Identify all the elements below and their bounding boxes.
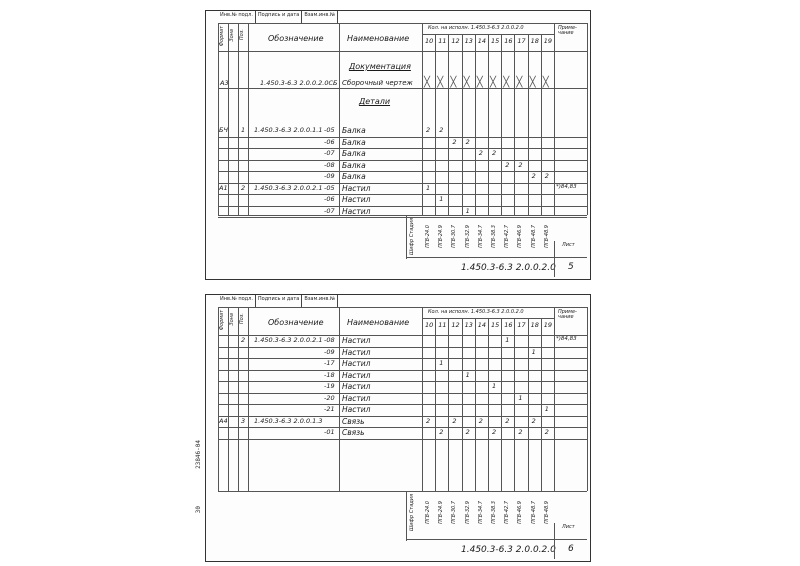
row-name: Связь (342, 428, 365, 437)
qty-col-number: 19 (543, 37, 553, 45)
row-suffix: -17 (324, 359, 335, 367)
header-name: Наименование (347, 34, 410, 43)
header-line (218, 51, 587, 52)
qty-cell: 2 (465, 137, 470, 146)
row-suffix: -06 (324, 137, 335, 146)
frame-label: Подпись и дата (256, 11, 302, 23)
row-suffix: -09 (324, 172, 335, 180)
qty-col-number: 12 (451, 321, 460, 329)
row-line (218, 206, 587, 207)
row-suffix: -07 (324, 149, 335, 157)
column-line (339, 307, 340, 491)
row-name: Балка (342, 137, 366, 147)
header-qty: Кол. на исполн. 1.450.3-6.3 2.0.0.2.0 (428, 25, 524, 31)
column-line (238, 23, 239, 215)
sheet-number: 6 (568, 544, 574, 554)
row-name: Настил (342, 183, 371, 193)
cipher-label: Шифр (409, 515, 415, 532)
header-designation: Обозначение (268, 318, 324, 327)
frame-line (218, 23, 587, 24)
row-line (218, 370, 587, 371)
qty-col-number: 15 (491, 37, 500, 45)
table-bottom-line (218, 491, 587, 492)
qty-cell: 2 (518, 428, 523, 436)
row-suffix: -05 (324, 183, 335, 192)
row-name: Настил (342, 336, 371, 345)
table-bottom-line (218, 215, 587, 216)
sheet-number: 5 (568, 262, 574, 272)
qty-column-line (528, 34, 529, 215)
doc-row-designation: 1.450.3-6.3 2.0.0.2.0СБ (260, 79, 338, 87)
qty-cell: 2 (439, 428, 444, 436)
cipher-value: ПГВ-34.7 (477, 501, 484, 524)
row-line (218, 217, 587, 218)
frame-line (218, 307, 587, 308)
sheet-label: Лист (562, 524, 575, 530)
column-line (248, 307, 249, 491)
header-zone: Зона (229, 29, 235, 42)
qty-cell: 1 (531, 347, 536, 356)
stamp-line (406, 491, 407, 541)
column-line (218, 307, 219, 491)
header-pos: Поз. (239, 29, 245, 41)
qty-col-number: 16 (504, 321, 513, 329)
row-name: Балка (342, 149, 366, 158)
row-designation: 1.450.3-6.3 2.0.0.1.1 (254, 126, 323, 134)
doc-row-name: Сборочный чертеж (342, 79, 413, 87)
qty-col-number: 13 (464, 37, 473, 45)
qty-col-number: 14 (477, 37, 487, 45)
qty-cell: 2 (531, 416, 536, 425)
qty-col-number: 11 (438, 321, 447, 329)
row-note: *)84,83 (556, 183, 577, 190)
crossed-cell-mark: ╳ (516, 77, 523, 88)
qty-col-number: 18 (530, 321, 539, 329)
qty-cell: 1 (505, 336, 510, 344)
qty-cell: 2 (478, 416, 483, 425)
qty-col-number: 18 (530, 37, 539, 45)
row-name: Балка (342, 126, 366, 135)
qty-cell: 2 (492, 428, 497, 436)
qty-col-number: 14 (477, 321, 487, 329)
archive-number: 23846-04 (195, 440, 202, 469)
cipher-value: ПГВ-38.3 (491, 225, 497, 248)
cipher-value: ПГВ-30.7 (451, 501, 458, 524)
header-format: Формат (219, 310, 225, 331)
cipher-value: ПГВ-46.9 (517, 225, 524, 248)
column-line (587, 23, 588, 215)
cipher-value: ПГВ-42.7 (504, 501, 511, 524)
qty-col-number: 12 (451, 37, 460, 45)
cipher-value: ПГВ-24.9 (438, 501, 445, 524)
row-suffix: -08 (324, 160, 335, 169)
cipher-value: ПГВ-48.9 (543, 225, 550, 248)
crossed-cell-mark: ╳ (450, 77, 457, 88)
row-name: Настил (342, 347, 371, 357)
column-line (248, 23, 249, 215)
row-name: Балка (342, 172, 366, 181)
row-designation: 1.450.3-6.3 2.0.0.1.3 (254, 416, 323, 425)
header-format: Формат (219, 26, 225, 47)
archive-mark: 30 (195, 506, 202, 514)
qty-column-line (435, 34, 436, 215)
qty-cell: 2 (452, 137, 457, 146)
crossed-cell-mark: ╳ (437, 77, 444, 88)
header-name: Наименование (347, 318, 410, 327)
row-pos: 3 (241, 416, 246, 425)
qty-column-line (488, 34, 489, 215)
header-qty: Кол. на исполн. 1.450.3-6.3 2.0.0.2.0 (428, 309, 524, 315)
crossed-cell-mark: ╳ (476, 77, 483, 88)
row-suffix: -01 (324, 428, 335, 436)
qty-cell: 2 (492, 149, 497, 157)
frame-strip (218, 11, 338, 23)
row-name: Настил (342, 382, 371, 391)
row-suffix: -05 (324, 126, 335, 134)
row-suffix: -21 (324, 405, 335, 413)
qty-col-number: 13 (464, 321, 473, 329)
row-format: А4 (219, 416, 228, 425)
code-line (406, 257, 587, 258)
row-line (218, 160, 587, 161)
qty-column-line (501, 34, 502, 215)
row-line (218, 358, 587, 359)
qty-column-line (475, 34, 476, 215)
row-suffix: -18 (324, 370, 335, 379)
cipher-value: ПГВ-38.3 (491, 501, 497, 524)
qty-cell: 1 (439, 359, 444, 367)
qty-col-number: 11 (438, 37, 447, 45)
row-name: Настил (342, 393, 371, 403)
spec-sheet-1 (205, 10, 591, 280)
frame-label: Взам.инв.№ (302, 295, 338, 307)
row-name: Настил (342, 370, 371, 380)
row-designation: 1.450.3-6.3 2.0.0.2.1 (254, 183, 323, 192)
qty-cell: 1 (544, 405, 549, 413)
header-designation: Обозначение (268, 34, 324, 43)
doc-row-format: A3 (220, 79, 229, 87)
row-suffix: -09 (324, 347, 335, 356)
row-suffix: -19 (324, 382, 335, 390)
qty-cell: 2 (544, 428, 549, 436)
crossed-cell-mark: ╳ (424, 77, 431, 88)
sheet-box-line (554, 241, 555, 277)
row-format: А1 (219, 183, 228, 192)
qty-cell: 2 (518, 160, 523, 169)
cipher-value: ПГВ-24.9 (438, 225, 445, 248)
row-suffix: -07 (324, 206, 335, 215)
row-designation: 1.450.3-6.3 2.0.0.2.1 (254, 336, 323, 344)
row-suffix: -08 (324, 336, 335, 344)
row-line (218, 439, 587, 440)
row-name: Связь (342, 416, 365, 426)
row-line (218, 137, 587, 138)
frame-label: Инв.№ подл. (218, 295, 256, 307)
header-pos: Поз. (239, 313, 245, 325)
row-name: Настил (342, 359, 371, 368)
qty-column-line (462, 34, 463, 215)
row-note: *)84,83 (556, 336, 577, 342)
frame-label: Инв.№ подл. (218, 11, 256, 23)
row-line (218, 148, 587, 149)
row-line (218, 404, 587, 405)
crossed-cell-mark: ╳ (542, 77, 549, 88)
qty-cell: 2 (505, 416, 510, 425)
frame-strip (218, 295, 338, 307)
row-name: Настил (342, 405, 371, 414)
row-line (218, 381, 587, 382)
header-note: Приме-чание (558, 25, 577, 36)
row-line (218, 88, 587, 89)
qty-cell: 2 (426, 126, 431, 134)
doc-code: 1.450.3-6.3 2.0.0.2.0 (461, 545, 556, 555)
qty-cell: 2 (478, 149, 483, 157)
qty-cell: 2 (465, 428, 470, 436)
column-line (238, 307, 239, 491)
code-line (406, 539, 587, 540)
crossed-cell-mark: ╳ (490, 77, 497, 88)
qty-col-number: 10 (425, 321, 434, 329)
row-suffix: -20 (324, 393, 335, 402)
cipher-value: ПГВ-24.0 (425, 225, 431, 248)
cipher-value: ПГВ-46.9 (517, 501, 524, 524)
spec-sheet-2 (205, 294, 591, 562)
qty-cell: 2 (544, 172, 549, 180)
row-pos: 1 (241, 126, 246, 134)
cipher-value: ПГВ-34.7 (477, 225, 484, 248)
row-line (218, 427, 587, 428)
qty-cell: 1 (492, 382, 497, 390)
cipher-value: ПГВ-32.9 (464, 501, 471, 524)
cipher-label: Шифр (409, 239, 415, 256)
crossed-cell-mark: ╳ (529, 77, 536, 88)
qty-col-number: 17 (517, 37, 526, 45)
crossed-cell-mark: ╳ (463, 77, 470, 88)
qty-column-line (448, 34, 449, 215)
qty-col-number: 15 (491, 321, 500, 329)
column-line (228, 23, 229, 215)
qty-cell: 2 (439, 126, 444, 134)
column-line (228, 307, 229, 491)
qty-cell: 2 (505, 160, 510, 169)
cipher-value: ПГВ-48.9 (543, 501, 550, 524)
row-suffix: -06 (324, 195, 335, 203)
qty-cell: 1 (465, 206, 470, 215)
row-line (218, 194, 587, 195)
qty-column-line (554, 34, 555, 215)
qty-column-line (541, 34, 542, 215)
qty-column-line (514, 34, 515, 215)
cipher-value: ПГВ-24.0 (425, 501, 431, 524)
qty-col-number: 17 (517, 321, 526, 329)
qty-cell: 2 (426, 416, 431, 425)
cipher-value: ПГВ-42.7 (504, 225, 511, 248)
row-pos: 2 (241, 336, 246, 344)
stamp-line (406, 215, 407, 259)
cipher-value: ПГВ-32.9 (464, 225, 471, 248)
qty-column-line (422, 307, 423, 491)
qty-cell: 2 (531, 172, 536, 180)
qty-cell: 1 (439, 195, 444, 203)
qty-cell: 1 (426, 183, 431, 192)
cipher-value: ПГВ-48.7 (530, 501, 537, 524)
section-documentation: Документация (349, 62, 411, 71)
qty-cell: 2 (452, 416, 457, 425)
qty-cell: 1 (465, 370, 470, 379)
qty-column-line (422, 23, 423, 215)
qty-col-number: 16 (504, 37, 513, 45)
row-name: Настил (342, 195, 371, 204)
frame-label: Подпись и дата (256, 295, 302, 307)
crossed-cell-mark: ╳ (503, 77, 510, 88)
qty-cell: 1 (518, 393, 523, 402)
qty-col-number: 19 (543, 321, 553, 329)
row-line (218, 393, 587, 394)
cipher-value: ПГВ-30.7 (451, 225, 458, 248)
qty-col-number: 10 (425, 37, 434, 45)
stamp-label: Стадия (409, 218, 415, 238)
column-line (587, 307, 588, 491)
stamp-label: Стадия (409, 494, 415, 514)
sheet-box-line (554, 523, 555, 559)
cipher-value: ПГВ-48.7 (530, 225, 537, 248)
doc-code: 1.450.3-6.3 2.0.0.2.0 (461, 263, 556, 273)
row-pos: 2 (241, 183, 246, 192)
section-parts: Детали (359, 97, 391, 106)
header-zone: Зона (229, 313, 235, 326)
row-name: Настил (342, 206, 371, 216)
header-note: Приме-чание (558, 309, 577, 320)
frame-label: Взам.инв.№ (302, 11, 338, 23)
column-line (339, 23, 340, 215)
row-name: Балка (342, 160, 366, 170)
sheet-label: Лист (562, 242, 575, 248)
row-format: БЧ (219, 126, 228, 134)
